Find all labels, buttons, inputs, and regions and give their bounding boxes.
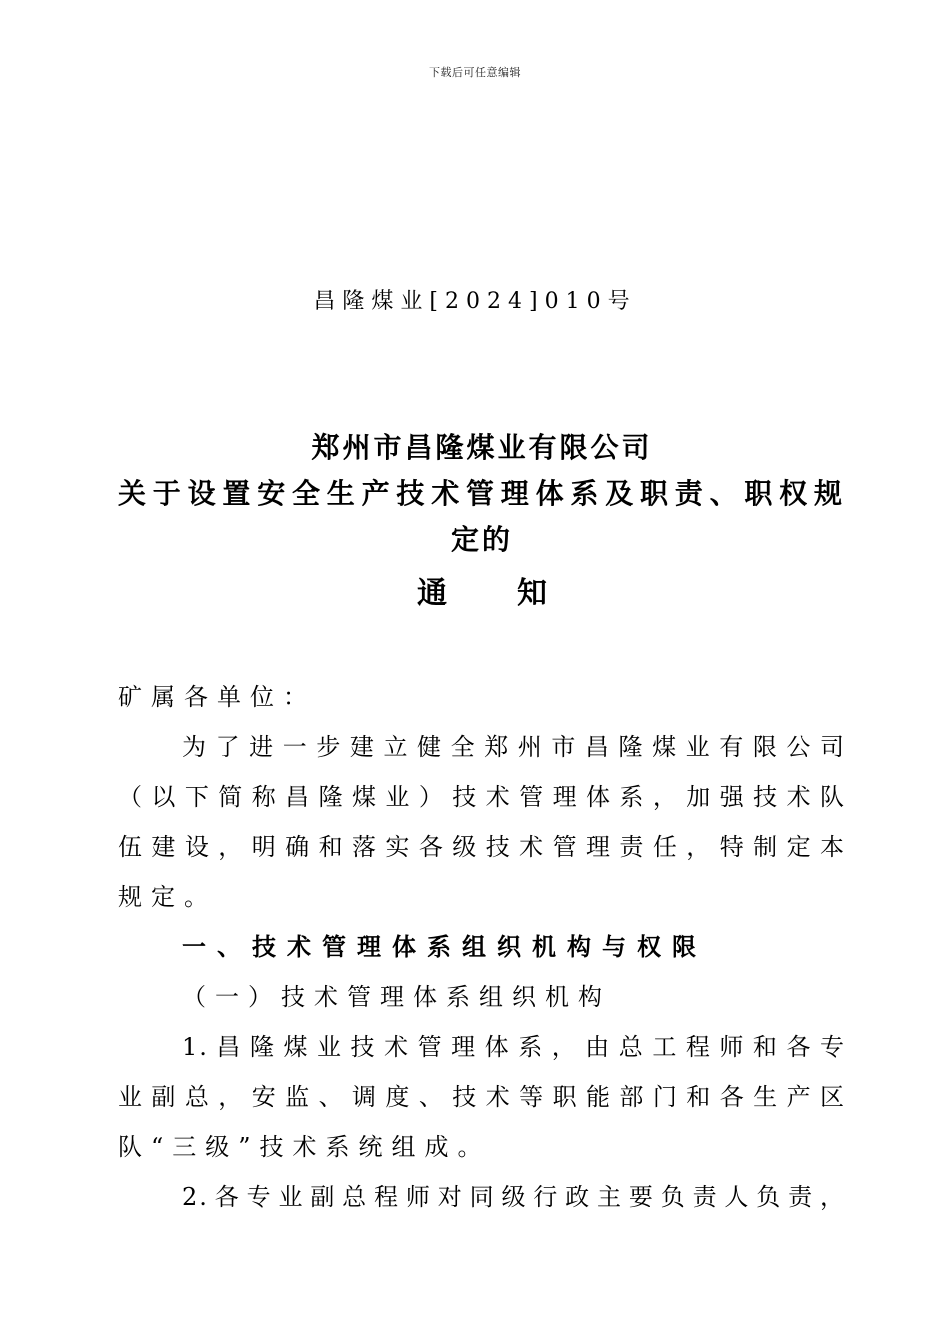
title-line-company: 郑州市昌隆煤业有限公司	[311, 431, 653, 464]
document-body	[118, 672, 846, 1222]
document-title	[118, 425, 846, 625]
subsection-heading: （一）技术管理体系组织机构	[182, 983, 611, 1011]
body-line: 规定。	[118, 883, 217, 911]
title-line-subject-end: 定的	[450, 523, 513, 556]
title-line-subject: 关于设置安全生产技术管理体系及职责、职权规	[118, 477, 846, 510]
salutation: 矿属各单位：	[118, 683, 316, 711]
section-heading: 一、技术管理体系组织机构与权限	[182, 933, 707, 961]
body-line: 伍建设，明确和落实各级技术管理责任，特制定本	[118, 833, 846, 861]
document-number: 昌隆煤业[2024]010号	[313, 289, 637, 314]
page-header-note: 下载后可任意编辑	[429, 66, 521, 79]
body-line: （以下简称昌隆煤业）技术管理体系，加强技术队	[118, 783, 846, 811]
body-line: 业副总，安监、调度、技术等职能部门和各生产区	[118, 1083, 846, 1111]
body-line: 为了进一步建立健全郑州市昌隆煤业有限公司	[182, 733, 846, 761]
body-line: 2.各专业副总程师对同级行政主要负责人负责，	[182, 1183, 846, 1211]
title-notice: 通知	[417, 576, 617, 611]
body-line: 队“三级”技术系统组成。	[118, 1133, 491, 1161]
body-line: 1.昌隆煤业技术管理体系，由总工程师和各专	[182, 1033, 846, 1061]
